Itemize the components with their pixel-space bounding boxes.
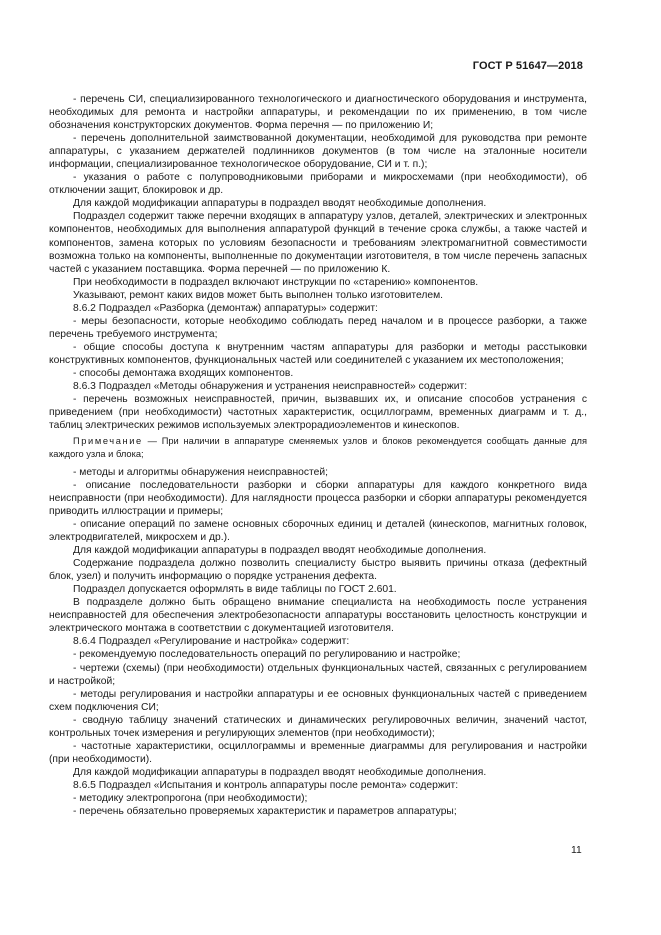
paragraph: - описание операций по замене основных сборочных единиц и деталей (кинескопов, магнитных головок, электродвигателей, микросхем и др.). [49,519,587,544]
paragraph: - методы и алгоритмы обнаружения неисправностей; [73,466,328,478]
paragraph: - перечень обязательно проверяемых характеристик и параметров аппаратуры; [73,806,457,818]
paragraph: Подраздел допускается оформлять в виде таблицы по ГОСТ 2.601. [73,584,397,596]
paragraph: - чертежи (схемы) (при необходимости) отдельных функциональных частей, связанных с регулированием и настройкой; [49,662,587,687]
paragraph: - перечень СИ, специализированного технологического и диагностического оборудования и инструмента, необходимых для ремонта и настройки аппаратуры, и рекомендации по их применению, в том числе обозначения конструкторских документов. Форма перечня — по приложению И; [49,94,587,132]
section-heading-8-6-5: 8.6.5 Подраздел «Испытания и контроль аппаратуры после ремонта» содержит: [73,779,459,791]
paragraph: - указания о работе с полупроводниковыми приборами и микросхемами (при необходимости), об отключении защит, блокировок и др. [49,172,587,197]
document-code: ГОСТ Р 51647—2018 [472,60,583,72]
paragraph: - описание последовательности разборки и сборки аппаратуры для каждого конкретного вида неисправности (при необходимости). Для наглядности процесса разборки и сборки аппаратуры рекомендуется приводить иллюстрации и примеры; [49,479,587,517]
paragraph: - сводную таблицу значений статических и динамических регулировочных величин, значений частот, контрольных точек измерения и регулирующих элементов (при необходимости); [49,714,587,739]
page-number: 11 [571,845,582,856]
paragraph: В подразделе должно быть обращено внимание специалиста на необходимость после устранения неисправностей для обеспечения электробезопасности аппаратуры восстановить целостность конструкции и электрического монтажа в соответствии с документацией изготовителя. [49,597,587,635]
paragraph: Для каждой модификации аппаратуры в подраздел вводят необходимые дополнения. [73,766,487,778]
section-heading-8-6-3: 8.6.3 Подраздел «Методы обнаружения и устранения неисправностей» содержит: [73,381,468,393]
paragraph: Для каждой модификации аппаратуры в подраздел вводят необходимые дополнения. [73,198,487,210]
paragraph: - частотные характеристики, осциллограммы и временные диаграммы для регулирования и настройки (при необходимости). [49,740,587,765]
paragraph: - рекомендуемую последовательность операций по регулированию и настройке; [73,649,461,661]
paragraph: Для каждой модификации аппаратуры в подраздел вводят необходимые дополнения. [73,545,487,557]
paragraph: Содержание подраздела должно позволить специалисту быстро выявить причины отказа (дефектный блок, узел) и получить информацию о порядке устранения дефекта. [49,558,587,583]
paragraph: - методы регулирования и настройки аппаратуры и ее основных функциональных частей с приведением схем подключения СИ; [49,688,587,713]
document-body [49,93,587,818]
paragraph: - методику электропрогона (при необходимости); [73,792,308,804]
section-heading-8-6-2: 8.6.2 Подраздел «Разборка (демонтаж) аппаратуры» содержит: [73,302,378,314]
paragraph: - общие способы доступа к внутренним частям аппаратуры для разборки и методы расстыковки конструктивных компонентов, функциональных частей или соединителей с указанием их местоположения; [49,341,587,366]
paragraph: Указывают, ремонт каких видов может быть выполнен только изготовителем. [73,289,444,301]
note-label: Примечание [73,436,143,447]
paragraph: - способы демонтажа входящих компонентов. [73,367,294,379]
paragraph: - перечень дополнительной заимствованной документации, необходимой для руководства при ремонте аппаратуры, с указанием держателей подлинников документов (в том числе на эталонные носители информации, специализированное технологическое оборудование, СИ и т. п.); [49,133,587,171]
note [49,435,587,461]
paragraph: Подраздел содержит также перечни входящих в аппаратуру узлов, деталей, электрических и электронных компонентов, необходимых для выполнения аппаратурой функций в течение срока службы, а также частей и компонентов, замена которых по условиям безопасности и требованиям электромагнитной совместимости возможна только на компоненты, выполненные по документации изготовителя, в том числе перечень запасных частей с указанием поставщика. Форма перечней — по приложению К. [49,211,587,275]
paragraph: При необходимости в подраздел включают инструкции по «старению» компонентов. [73,276,479,288]
section-heading-8-6-4: 8.6.4 Подраздел «Регулирование и настройка» содержит: [73,636,350,648]
paragraph: - перечень возможных неисправностей, причин, вызвавших их, и описание способов устранения с приведением (при необходимости) частотных характеристик, осциллограмм, временных диаграмм и т. д., таблиц электрических режимов используемых электрорадиоэлементов и кинескопов. [49,394,587,432]
note-text: — При наличии в аппаратуре сменяемых узлов и блоков рекомендуется сообщать данные для каждого узла и блока; [49,436,587,460]
paragraph: - меры безопасности, которые необходимо соблюдать перед началом и в процессе разборки, а также перечень требуемого инструмента; [49,315,587,340]
